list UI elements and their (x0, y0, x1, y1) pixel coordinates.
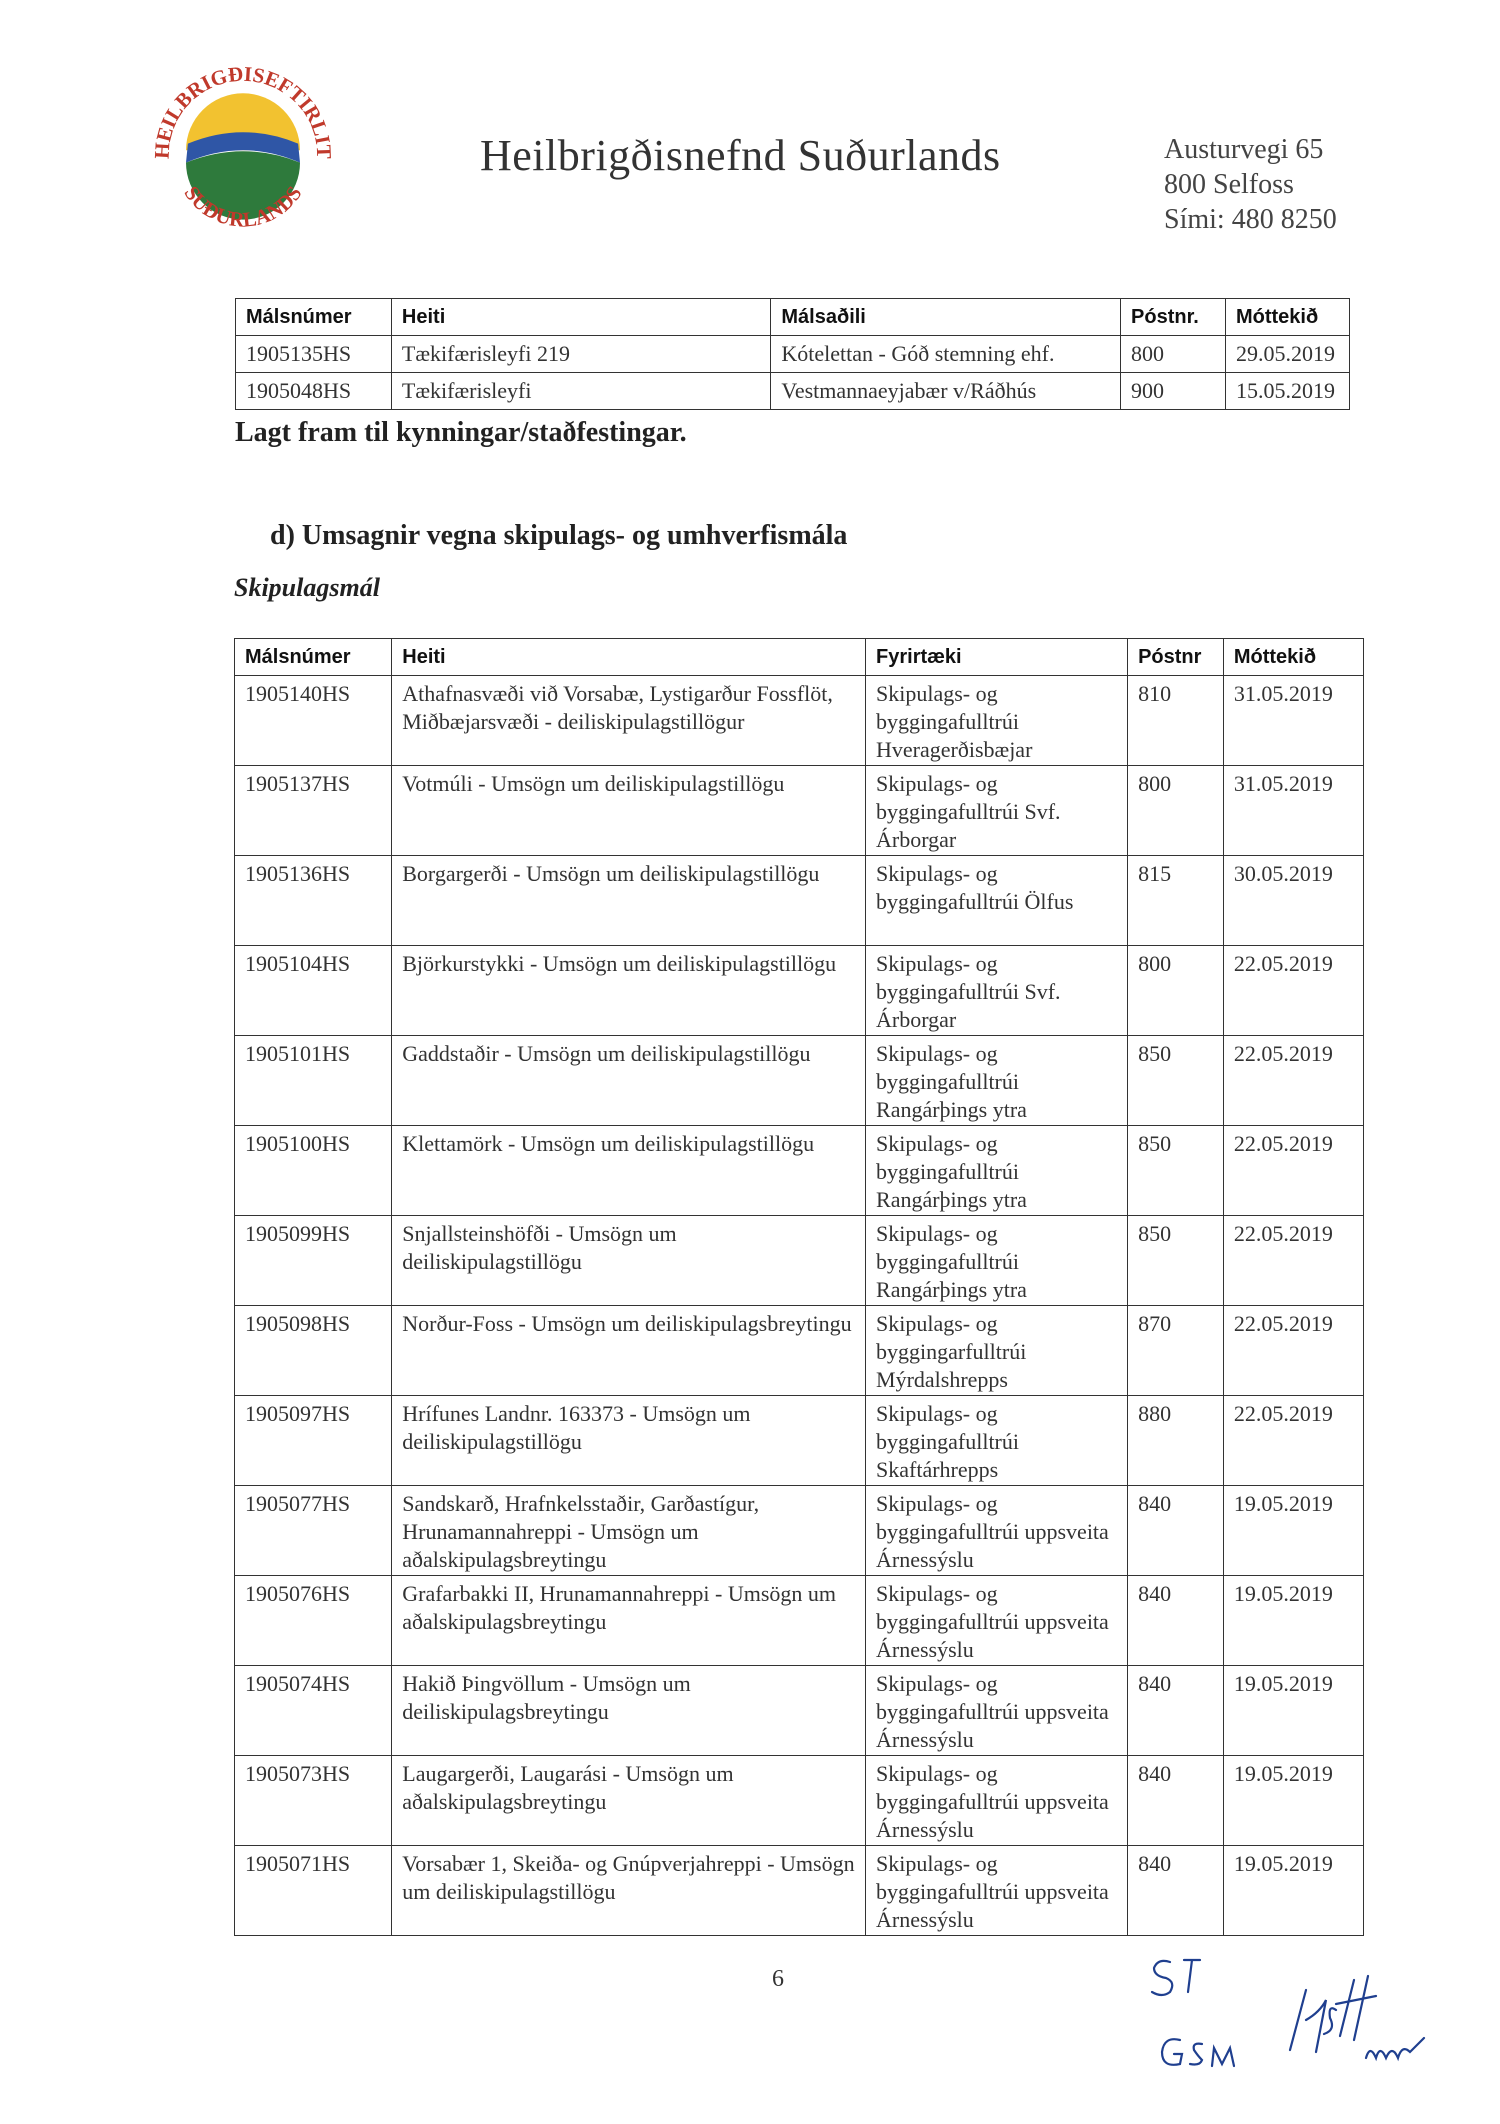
table-cell: 19.05.2019 (1223, 1756, 1363, 1846)
table-cell: 19.05.2019 (1223, 1486, 1363, 1576)
table-cell: 815 (1128, 856, 1224, 946)
table-cell: Vestmannaeyjabær v/Ráðhús (771, 373, 1121, 410)
table-cell: Hrífunes Landnr. 163373 - Umsögn um deiliskipulagstillögu (392, 1396, 866, 1486)
table-cell: Snjallsteinshöfði - Umsögn um deiliskipulagstillögu (392, 1216, 866, 1306)
logo-arc-top-text: HEILBRIGÐISEFTIRLIT (149, 61, 337, 160)
column-header: Fyrirtæki (866, 639, 1128, 676)
table-row (235, 676, 1364, 766)
table-cell: 31.05.2019 (1223, 676, 1363, 766)
table-row (235, 1396, 1364, 1486)
table-cell: 1905101HS (235, 1036, 392, 1126)
table-cell: Klettamörk - Umsögn um deiliskipulagstillögu (392, 1126, 866, 1216)
table-cell: Skipulags- og byggingafulltrúi Hveragerðisbæjar (866, 676, 1128, 766)
table-row (236, 336, 1350, 373)
sub-heading: Skipulagsmál (234, 573, 380, 602)
table-cell: Grafarbakki II, Hrunamannahreppi - Umsögn um aðalskipulagsbreytingu (392, 1576, 866, 1666)
table-cell: 1905100HS (235, 1126, 392, 1216)
table-cell: 1905097HS (235, 1396, 392, 1486)
table-cell: 1905135HS (236, 336, 392, 373)
table-cell: Skipulags- og byggingarfulltrúi Mýrdalshrepps (866, 1306, 1128, 1396)
table-row (235, 946, 1364, 1036)
table-row (236, 373, 1350, 410)
table-row (235, 1036, 1364, 1126)
table-cell: Skipulags- og byggingafulltrúi uppsveita Árnessýslu (866, 1756, 1128, 1846)
address-city: 800 Selfoss (1164, 169, 1294, 200)
table-cell: 870 (1128, 1306, 1224, 1396)
address-block (1164, 132, 1337, 237)
table-cell: 1905098HS (235, 1306, 392, 1396)
table-cell: 840 (1128, 1486, 1224, 1576)
table-cell: 30.05.2019 (1223, 856, 1363, 946)
table-cell: 800 (1128, 946, 1224, 1036)
table-cell: 1905071HS (235, 1846, 392, 1936)
column-header: Póstnr (1128, 639, 1224, 676)
table-cell: 19.05.2019 (1223, 1666, 1363, 1756)
table-cell: 850 (1128, 1126, 1224, 1216)
table-cell: Skipulags- og byggingafulltrúi Svf. Árborgar (866, 946, 1128, 1036)
table-cell: Skipulags- og byggingafulltrúi Rangárþings ytra (866, 1216, 1128, 1306)
handwritten-initials (1140, 1940, 1440, 2090)
column-header: Málsnúmer (236, 299, 392, 336)
table-cell: Skipulags- og byggingafulltrúi uppsveita Árnessýslu (866, 1486, 1128, 1576)
table-cell: 1905077HS (235, 1486, 392, 1576)
table-cell: 22.05.2019 (1223, 946, 1363, 1036)
table-cell: Borgargerði - Umsögn um deiliskipulagstillögu (392, 856, 866, 946)
table-cell: Skipulags- og byggingafulltrúi uppsveita Árnessýslu (866, 1666, 1128, 1756)
table-row (235, 1666, 1364, 1756)
address-phone: Sími: 480 8250 (1164, 204, 1337, 235)
table-cell: Kótelettan - Góð stemning ehf. (771, 336, 1121, 373)
table-cell: Sandskarð, Hrafnkelsstaðir, Garðastígur, Hrunamannahreppi - Umsögn um aðalskipulagsbreytingu (392, 1486, 866, 1576)
permits-table (235, 298, 1350, 410)
table-cell: 15.05.2019 (1225, 373, 1349, 410)
table-cell: 840 (1128, 1576, 1224, 1666)
table-row (235, 856, 1364, 946)
table-cell: 1905099HS (235, 1216, 392, 1306)
logo-arc-bottom-text: SUÐURLANDS (179, 181, 307, 232)
table-cell: 22.05.2019 (1223, 1216, 1363, 1306)
table-cell: 1905137HS (235, 766, 392, 856)
table-cell: 1905140HS (235, 676, 392, 766)
column-header: Móttekið (1225, 299, 1349, 336)
table-cell: 880 (1128, 1396, 1224, 1486)
table-cell: 840 (1128, 1666, 1224, 1756)
table-cell: Votmúli - Umsögn um deiliskipulagstillögu (392, 766, 866, 856)
table-cell: 800 (1121, 336, 1226, 373)
table-cell: 840 (1128, 1846, 1224, 1936)
table-cell: Skipulags- og byggingafulltrúi Rangárþings ytra (866, 1036, 1128, 1126)
column-header: Póstnr. (1121, 299, 1226, 336)
table-row (235, 1306, 1364, 1396)
column-header: Málsaðili (771, 299, 1121, 336)
table-cell: 1905073HS (235, 1756, 392, 1846)
table-cell: Tækifærisleyfi 219 (391, 336, 770, 373)
table-cell: 810 (1128, 676, 1224, 766)
table-cell: Hakið Þingvöllum - Umsögn um deiliskipulagsbreytingu (392, 1666, 866, 1756)
table-header-row (235, 639, 1364, 676)
organization-name: Heilbrigðisnefnd Suðurlands (480, 131, 1001, 180)
table-cell: 31.05.2019 (1223, 766, 1363, 856)
table-cell: Gaddstaðir - Umsögn um deiliskipulagstillögu (392, 1036, 866, 1126)
table-cell: 22.05.2019 (1223, 1396, 1363, 1486)
table-cell: Björkurstykki - Umsögn um deiliskipulagstillögu (392, 946, 866, 1036)
table-cell: 1905048HS (236, 373, 392, 410)
table-cell: Laugargerði, Laugarási - Umsögn um aðalskipulagsbreytingu (392, 1756, 866, 1846)
table-row (235, 1216, 1364, 1306)
table-cell: 19.05.2019 (1223, 1576, 1363, 1666)
planning-table-body (235, 676, 1364, 1936)
table-cell: 800 (1128, 766, 1224, 856)
table-row (235, 1846, 1364, 1936)
table-cell: Norður-Foss - Umsögn um deiliskipulagsbreytingu (392, 1306, 866, 1396)
table-cell: 840 (1128, 1756, 1224, 1846)
table-cell: Skipulags- og byggingafulltrúi Ölfus (866, 856, 1128, 946)
table-cell: 1905074HS (235, 1666, 392, 1756)
organization-logo (148, 60, 338, 250)
table-row (235, 1756, 1364, 1846)
column-header: Heiti (392, 639, 866, 676)
table-cell: Athafnasvæði við Vorsabæ, Lystigarður Fossflöt, Miðbæjarsvæði - deiliskipulagstillögur (392, 676, 866, 766)
table-cell: 850 (1128, 1036, 1224, 1126)
table-row (235, 1126, 1364, 1216)
table-cell: 22.05.2019 (1223, 1126, 1363, 1216)
table-cell: Skipulags- og byggingafulltrúi uppsveita Árnessýslu (866, 1846, 1128, 1936)
table-row (235, 1576, 1364, 1666)
table-cell: Skipulags- og byggingafulltrúi Skaftárhrepps (866, 1396, 1128, 1486)
table-header-row (236, 299, 1350, 336)
table-cell: 900 (1121, 373, 1226, 410)
table-cell: Skipulags- og byggingafulltrúi Svf. Árborgar (866, 766, 1128, 856)
column-header: Heiti (391, 299, 770, 336)
table-cell: Skipulags- og byggingafulltrúi uppsveita Árnessýslu (866, 1576, 1128, 1666)
table-cell: 1905104HS (235, 946, 392, 1036)
table-cell: 29.05.2019 (1225, 336, 1349, 373)
presentation-note: Lagt fram til kynningar/staðfestingar. (235, 417, 687, 448)
table-row (235, 1486, 1364, 1576)
page-number: 6 (772, 1966, 784, 1992)
table-cell: 22.05.2019 (1223, 1306, 1363, 1396)
table-cell: Tækifærisleyfi (391, 373, 770, 410)
table-cell: 850 (1128, 1216, 1224, 1306)
table-cell: Skipulags- og byggingafulltrúi Rangárþings ytra (866, 1126, 1128, 1216)
column-header: Móttekið (1223, 639, 1363, 676)
table-cell: 1905136HS (235, 856, 392, 946)
table-cell: 22.05.2019 (1223, 1036, 1363, 1126)
table-cell: 19.05.2019 (1223, 1846, 1363, 1936)
table-cell: Vorsabær 1, Skeiða- og Gnúpverjahreppi - Umsögn um deiliskipulagstillögu (392, 1846, 866, 1936)
table-row (235, 766, 1364, 856)
planning-table (234, 638, 1364, 1936)
table-cell: 1905076HS (235, 1576, 392, 1666)
section-heading: d) Umsagnir vegna skipulags- og umhverfismála (270, 520, 848, 551)
address-street: Austurvegi 65 (1164, 134, 1324, 165)
column-header: Málsnúmer (235, 639, 392, 676)
